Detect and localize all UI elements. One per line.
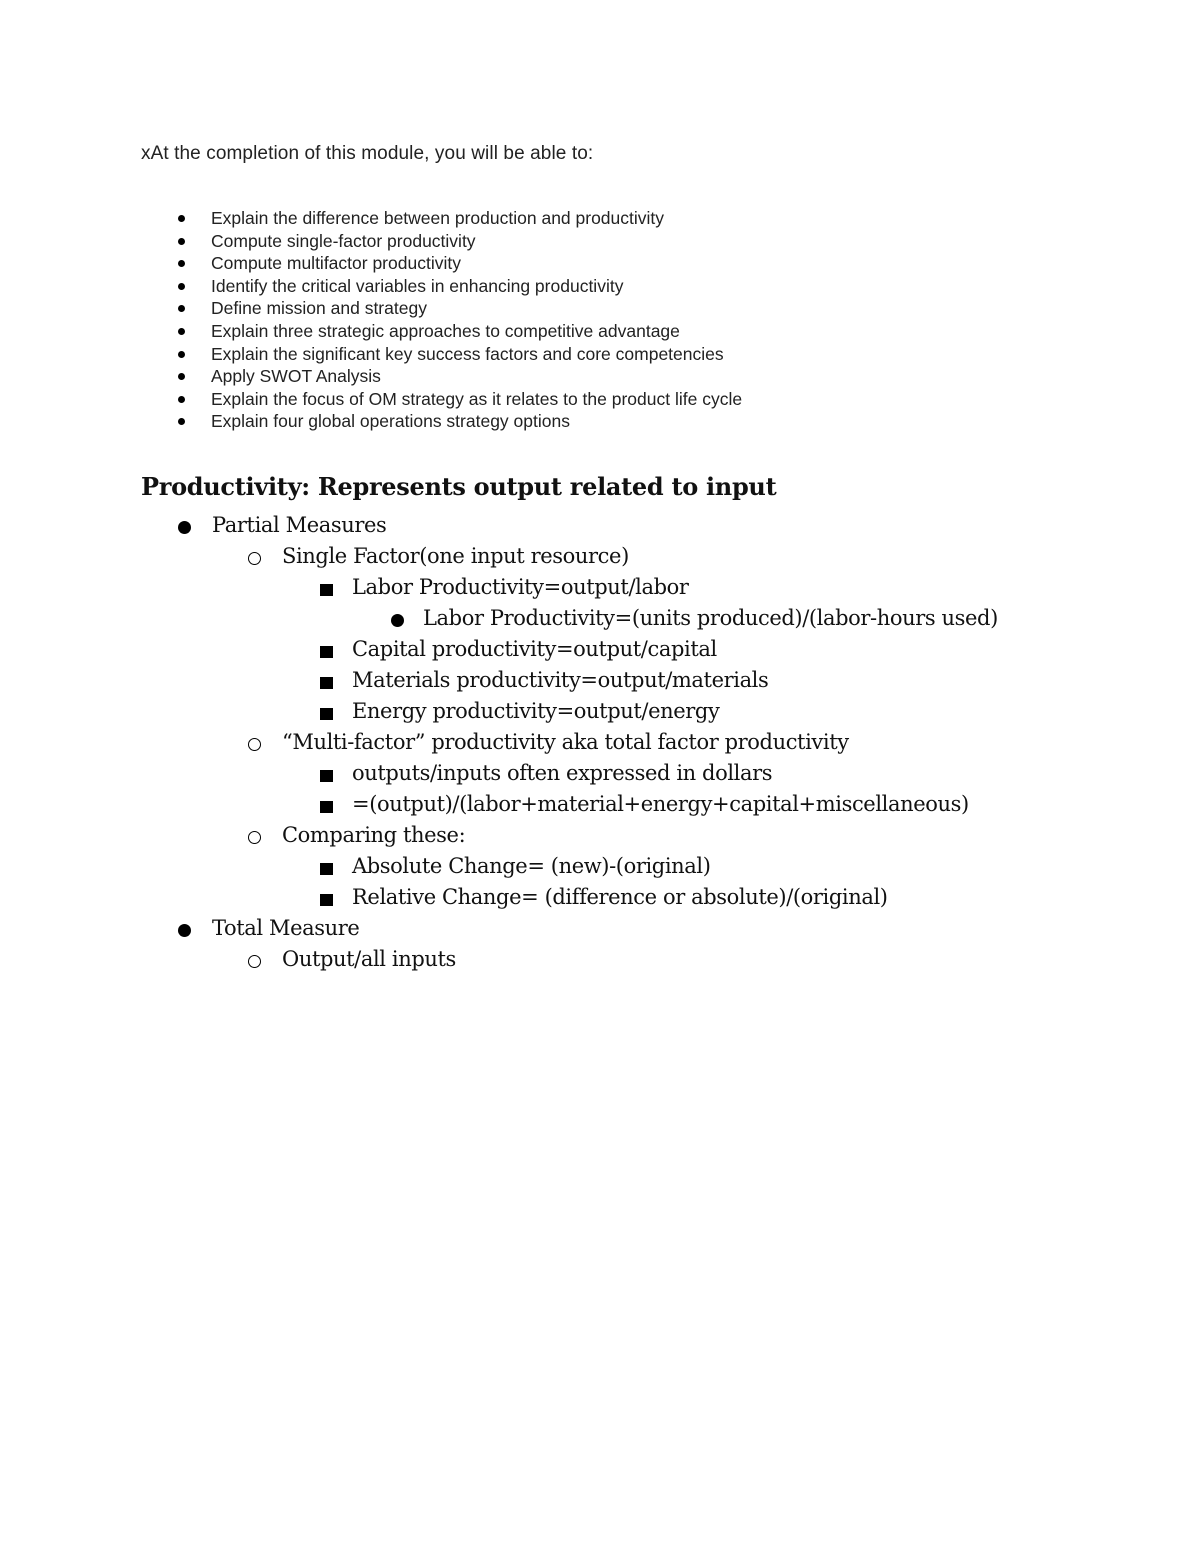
outline-text: Partial Measures — [212, 513, 387, 537]
productivity-outline — [0, 510, 998, 975]
objective-item — [0, 410, 742, 433]
objective-text: Explain the focus of OM strategy as it relates to the product life cycle — [211, 388, 743, 409]
filled-circle-bullet-icon — [391, 614, 404, 627]
outline-text: Materials productivity=output/materials — [352, 668, 769, 692]
filled-circle-bullet-icon — [178, 924, 191, 937]
bullet-icon — [178, 418, 185, 425]
square-bullet-icon — [320, 801, 333, 813]
outline-item — [0, 634, 998, 665]
section-heading: Productivity: Represents output related to input — [141, 472, 777, 501]
outline-item — [0, 851, 998, 882]
hollow-circle-bullet-icon — [248, 738, 261, 751]
outline-text: Labor Productivity=output/labor — [352, 575, 689, 599]
objectives-list — [0, 207, 742, 433]
hollow-circle-bullet-icon — [248, 955, 261, 968]
bullet-icon — [178, 215, 185, 222]
objective-item — [0, 320, 742, 343]
outline-item — [0, 758, 998, 789]
bullet-icon — [178, 351, 185, 358]
objective-text: Explain four global operations strategy options — [211, 411, 570, 432]
objective-text: Explain three strategic approaches to competitive advantage — [211, 320, 680, 341]
outline-text: “Multi-factor” productivity aka total factor productivity — [282, 730, 849, 754]
square-bullet-icon — [320, 894, 333, 906]
intro-text: xAt the completion of this module, you will be able to: — [141, 143, 594, 164]
objective-item — [0, 275, 742, 298]
outline-text: Labor Productivity=(units produced)/(labor-hours used) — [423, 606, 998, 630]
objective-item — [0, 252, 742, 275]
objective-item — [0, 297, 742, 320]
bullet-icon — [178, 305, 185, 312]
outline-item — [0, 789, 998, 820]
outline-text: outputs/inputs often expressed in dollars — [352, 761, 773, 785]
outline-text: Capital productivity=output/capital — [352, 637, 717, 661]
square-bullet-icon — [320, 646, 333, 658]
square-bullet-icon — [320, 708, 333, 720]
outline-item — [0, 913, 998, 944]
outline-text: Output/all inputs — [282, 947, 456, 971]
outline-text: Energy productivity=output/energy — [352, 699, 720, 723]
square-bullet-icon — [320, 863, 333, 875]
outline-text: Absolute Change= (new)-(original) — [352, 854, 711, 878]
outline-item — [0, 510, 998, 541]
filled-circle-bullet-icon — [178, 521, 191, 534]
outline-item — [0, 665, 998, 696]
bullet-icon — [178, 260, 185, 267]
outline-text: Total Measure — [212, 916, 360, 940]
square-bullet-icon — [320, 677, 333, 689]
outline-text: =(output)/(labor+material+energy+capital+miscellaneous) — [352, 792, 969, 816]
bullet-icon — [178, 328, 185, 335]
outline-item — [0, 541, 998, 572]
objective-item — [0, 343, 742, 366]
objective-text: Explain the difference between production and productivity — [211, 208, 665, 228]
outline-item — [0, 572, 998, 603]
outline-item — [0, 603, 998, 634]
outline-item — [0, 696, 998, 727]
outline-text: Single Factor(one input resource) — [282, 544, 629, 568]
objective-item — [0, 365, 742, 388]
objective-text: Apply SWOT Analysis — [211, 366, 381, 387]
objective-item — [0, 207, 742, 230]
outline-item — [0, 820, 998, 851]
objective-text: Explain the significant key success factors and core competencies — [211, 343, 724, 364]
bullet-icon — [178, 283, 185, 290]
bullet-icon — [178, 238, 185, 245]
outline-item — [0, 882, 998, 913]
outline-text: Comparing these: — [282, 823, 466, 847]
objective-text: Define mission and strategy — [211, 298, 427, 319]
outline-item — [0, 944, 998, 975]
square-bullet-icon — [320, 584, 333, 596]
outline-item — [0, 727, 998, 758]
bullet-icon — [178, 373, 185, 380]
square-bullet-icon — [320, 770, 333, 782]
hollow-circle-bullet-icon — [248, 831, 261, 844]
objective-text: Identify the critical variables in enhancing productivity — [211, 275, 624, 296]
outline-text: Relative Change= (difference or absolute)/(original) — [352, 885, 888, 909]
objective-item — [0, 230, 742, 253]
hollow-circle-bullet-icon — [248, 552, 261, 565]
objective-item — [0, 388, 742, 411]
objective-text: Compute single-factor productivity — [211, 230, 476, 251]
bullet-icon — [178, 396, 185, 403]
objective-text: Compute multifactor productivity — [211, 253, 461, 274]
